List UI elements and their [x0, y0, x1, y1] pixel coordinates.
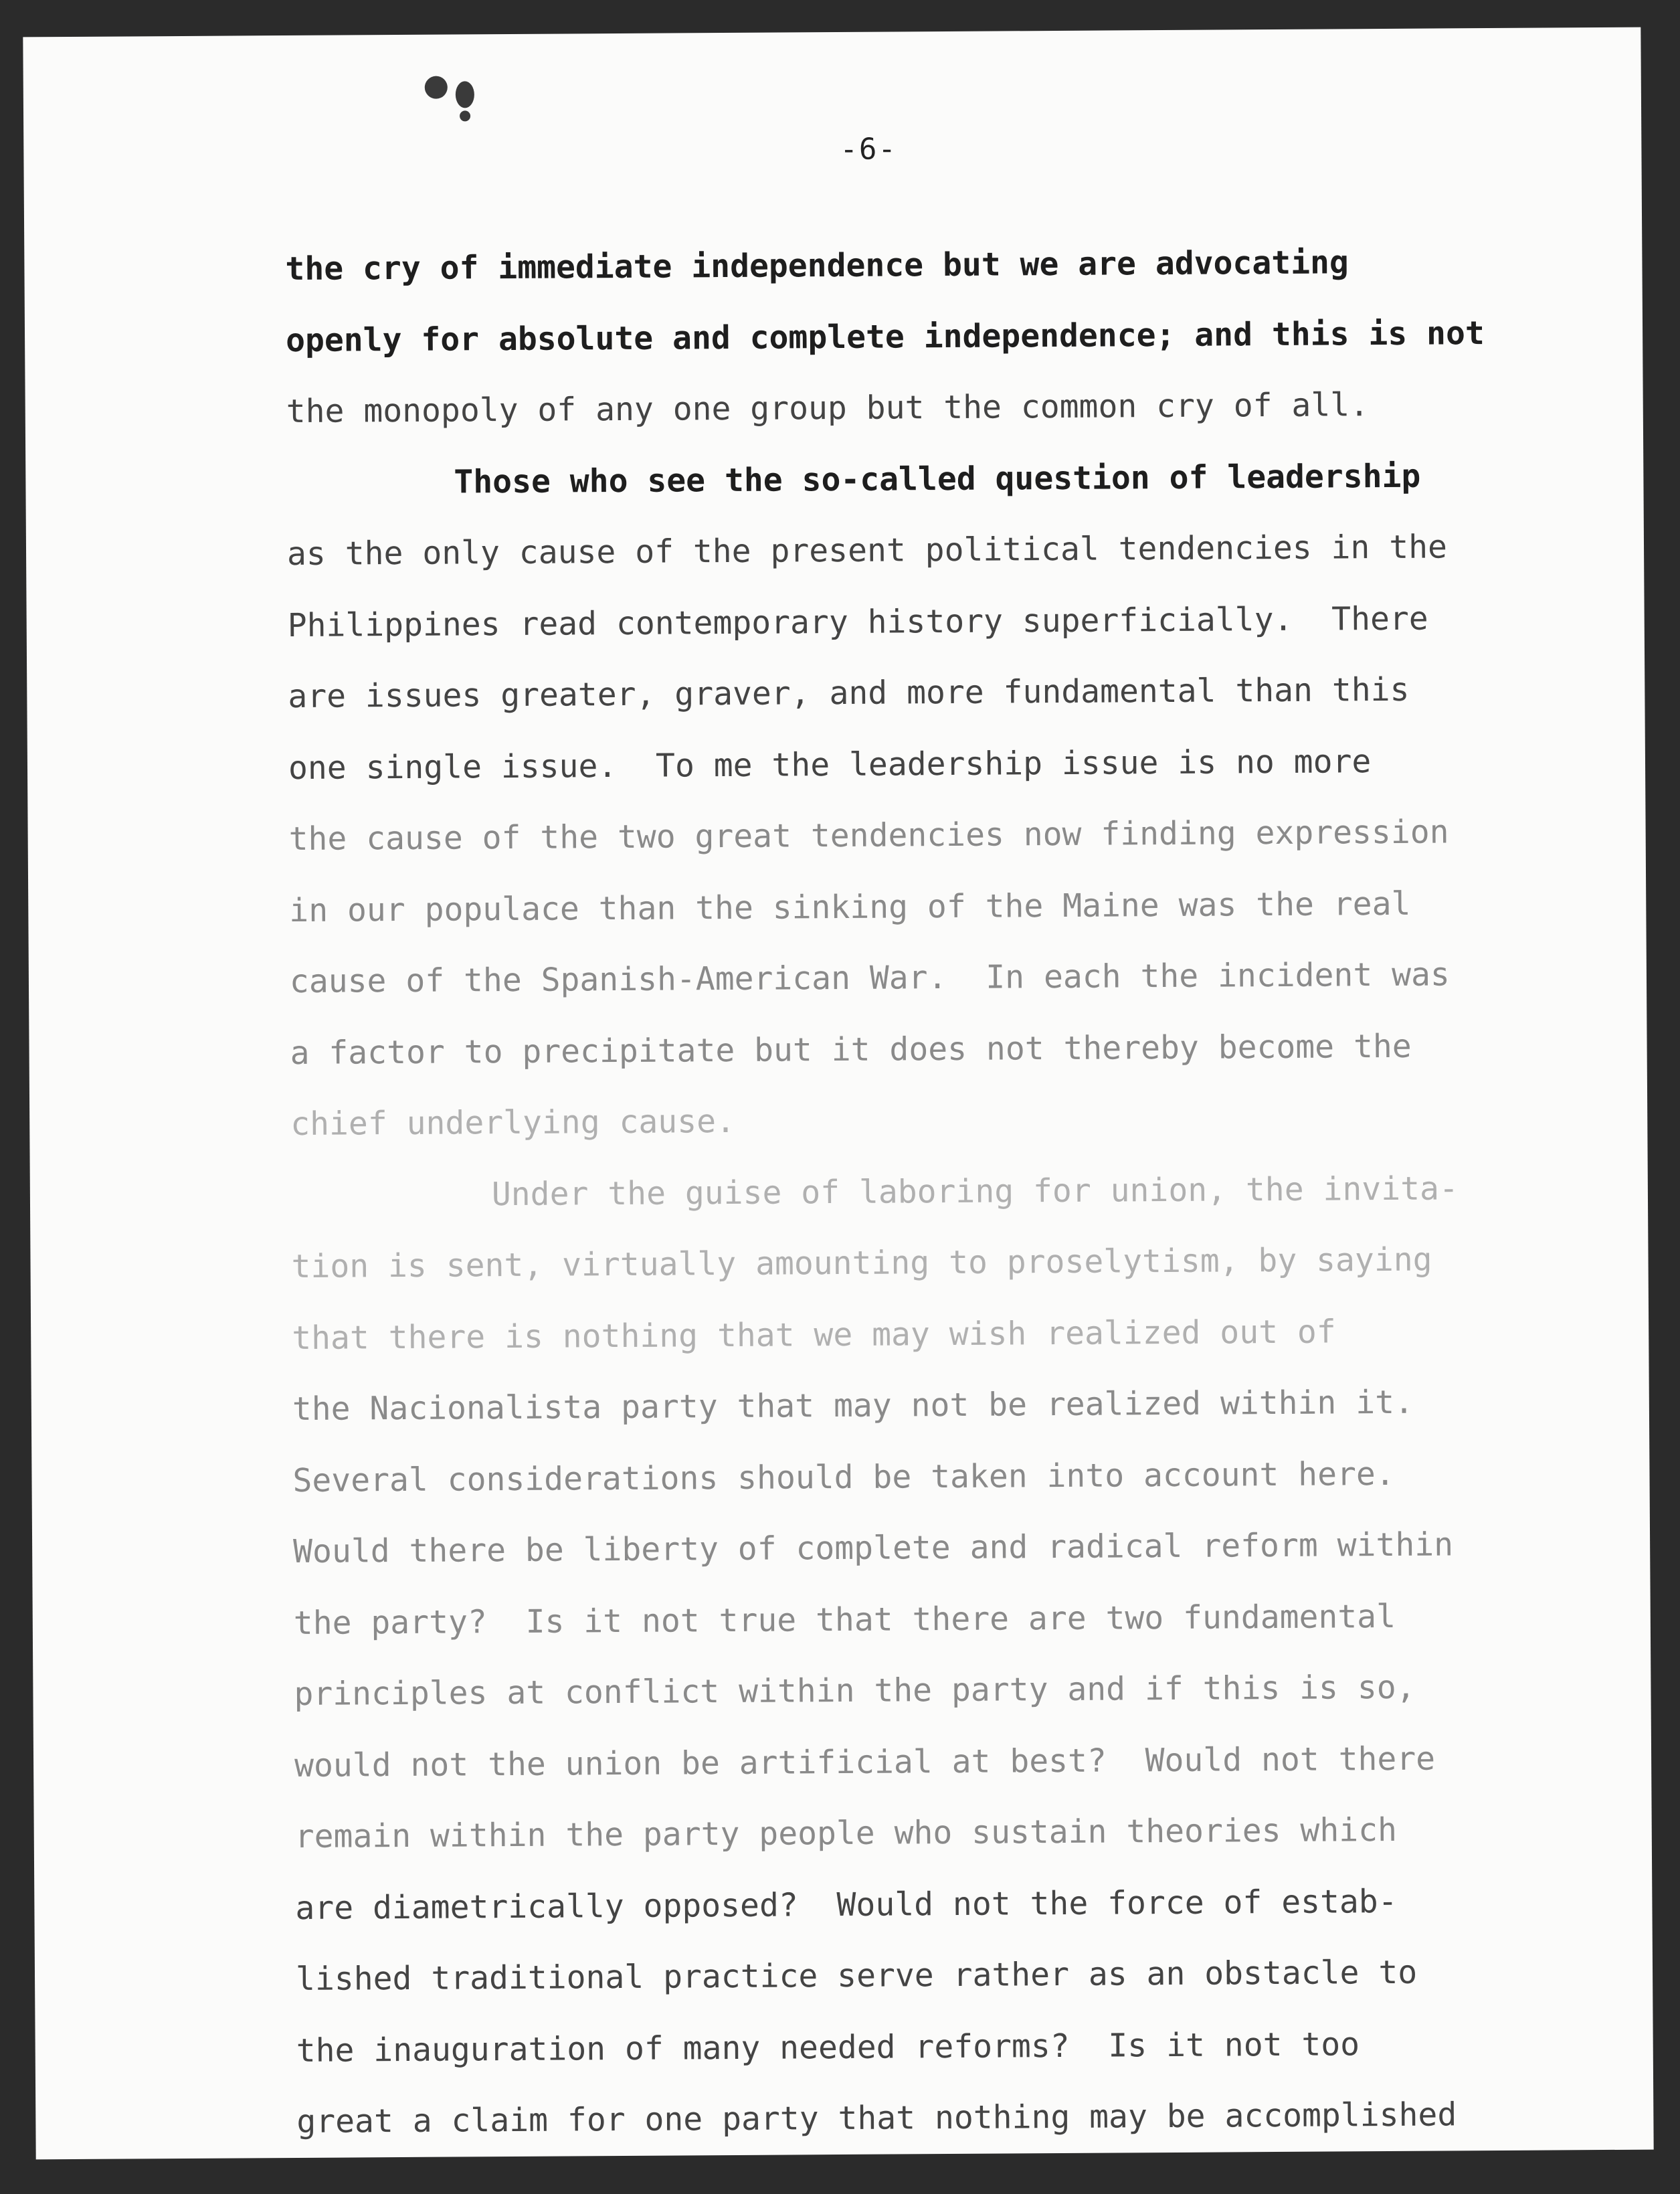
text-line: Would there be liberty of complete and radical reform within	[292, 1526, 1454, 1570]
text-line: Several considerations should be taken into account here.	[292, 1455, 1395, 1499]
text-line: chief underlying cause.	[290, 1102, 736, 1144]
ink-smudge	[425, 76, 448, 99]
text-line: one single issue. To me the leadership issue is no more	[288, 742, 1372, 787]
document-page	[23, 27, 1653, 2160]
ink-smudge	[456, 81, 474, 108]
text-line: Under the guise of laboring for union, the invita-	[491, 1169, 1459, 1213]
text-line: are diametrically opposed? Would not the force of estab-	[295, 1882, 1398, 1927]
ink-smudge	[460, 110, 470, 121]
text-line: in our populace than the sinking of the Maine was the real	[289, 885, 1411, 929]
text-line: cause of the Spanish-American War. In each the incident was	[289, 955, 1451, 1001]
text-line: Philippines read contemporary history superficially. There	[287, 600, 1428, 644]
text-line: would not the union be artificial at best? Would not there	[294, 1740, 1436, 1785]
text-line: lished traditional practice serve rather as an obstacle to	[295, 1953, 1418, 1998]
text-line: are issues greater, graver, and more fundamental than this	[288, 670, 1410, 716]
text-line: the inauguration of many needed reforms? Is it not too	[296, 2025, 1360, 2070]
text-line: Those who see the so-called question of leadership	[454, 457, 1421, 500]
text-line: that there is nothing that we may wish realized out of	[292, 1312, 1336, 1357]
text-line: as the only cause of the present political tendencies in the	[286, 528, 1448, 573]
text-line: great a claim for one party that nothing may be accomplished	[296, 2096, 1457, 2140]
text-line: principles at conflict within the party and if this is so,	[294, 1668, 1416, 1713]
text-line: remain within the party people who sustain theories which	[294, 1811, 1398, 1855]
page-number: -6-	[840, 132, 898, 167]
text-line: tion is sent, virtually amounting to proselytism, by saying	[291, 1241, 1432, 1285]
text-line: a factor to precipitate but it does not thereby become the	[290, 1027, 1412, 1072]
text-line: openly for absolute and complete independence; and this is not	[285, 314, 1485, 359]
text-line: the Nacionalista party that may not be realized within it.	[292, 1383, 1414, 1428]
text-line: the cause of the two great tendencies now finding expression	[288, 813, 1449, 858]
text-line: the cry of immediate independence but we are advocating	[285, 244, 1349, 288]
text-line: the monopoly of any one group but the common cry of all.	[286, 386, 1370, 431]
text-line: the party? Is it not true that there are two fundamental	[293, 1597, 1396, 1642]
typed-body-text	[285, 225, 1602, 2157]
